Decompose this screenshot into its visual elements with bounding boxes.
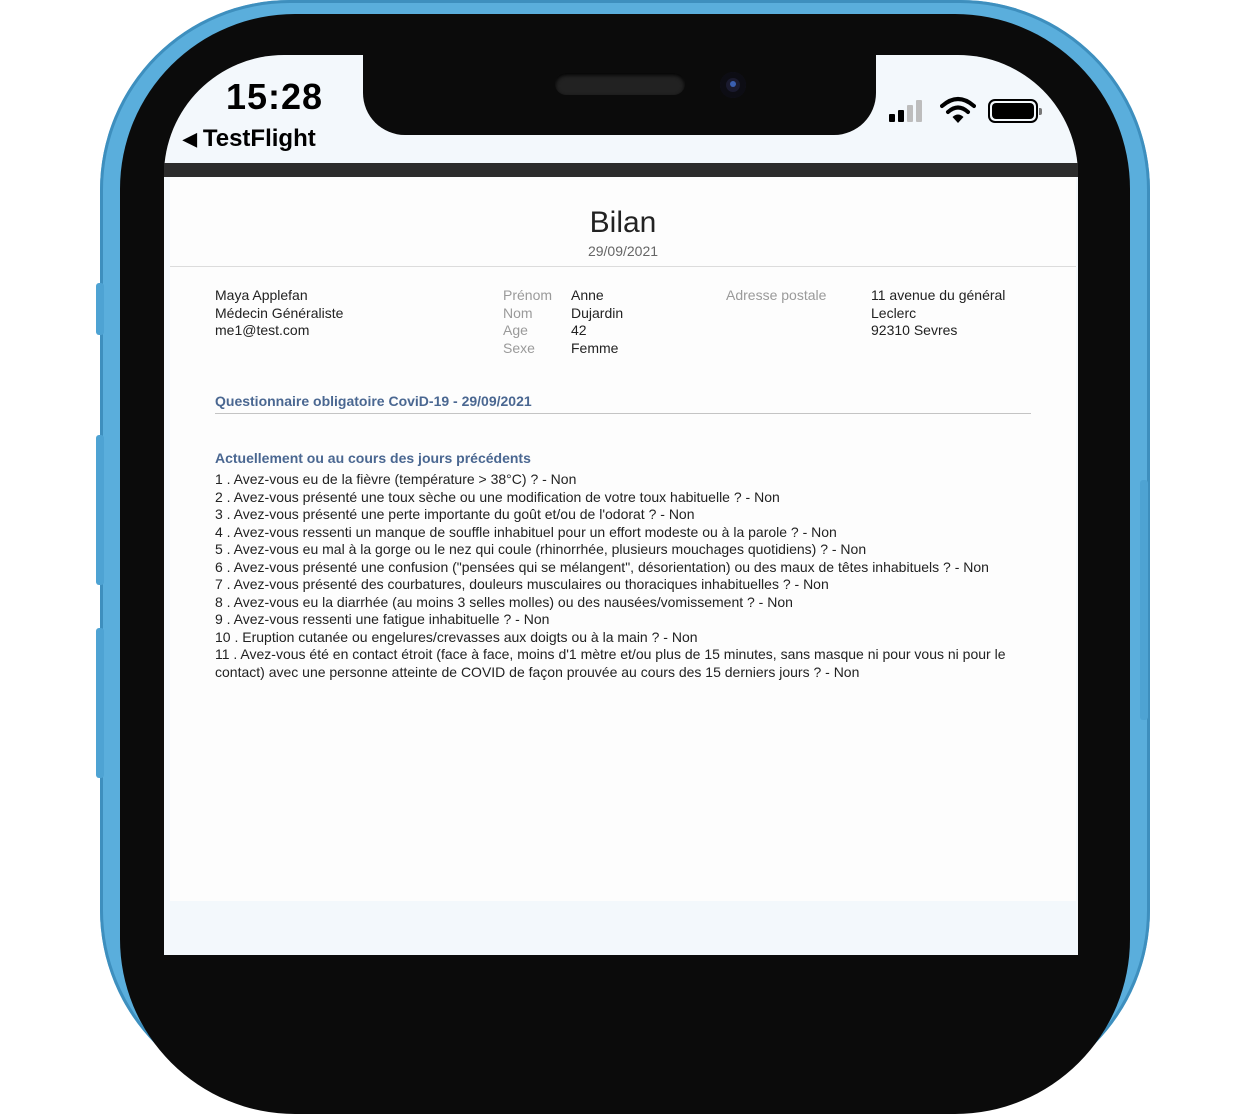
list-item: 11 . Avez-vous été en contact étroit (face à face, moins d'1 mètre et/ou plus de 15 minutes, sans masque ni pour vous ni pour le contact) avec une personne atteinte de COVID de façon prouvée au cours des 15 derniers jours ? - Non — [215, 646, 1006, 680]
notch — [363, 55, 876, 135]
doctor-specialty: Médecin Généraliste — [215, 304, 344, 321]
list-item: 6 . Avez-vous présenté une confusion ("pensées qui se mélangent", désorientation) ou des maux de têtes inhabituels ? - Non — [215, 558, 989, 575]
back-arrow-icon: ◀ — [183, 128, 197, 149]
age-label: Age — [503, 322, 528, 338]
list-item: 10 . Eruption cutanée ou engelures/crevasses aux doigts ou à la main ? - Non — [215, 628, 698, 645]
sex-value: Femme — [571, 339, 619, 356]
section-divider — [215, 413, 1031, 414]
first-name-value: Anne — [571, 287, 604, 303]
volume-down-button — [96, 628, 104, 778]
list-item: 4 . Avez-vous ressenti un manque de souffle inhabituel pour un effort modeste ou à la parole ? - Non — [215, 523, 837, 540]
questionnaire-title: Questionnaire obligatoire CoviD-19 - 29/09/2021 — [215, 393, 532, 409]
header-divider — [170, 266, 1076, 267]
doctor-info — [215, 287, 343, 340]
patient-labels — [503, 287, 552, 357]
battery-icon — [988, 99, 1038, 123]
mute-switch — [96, 283, 104, 335]
last-name-label: Nom — [503, 304, 533, 321]
subsection-title: Actuellement ou au cours des jours précédents — [215, 450, 531, 466]
list-item: 3 . Avez-vous présenté une perte importante du goût et/ou de l'odorat ? - Non — [215, 506, 695, 522]
question-list — [215, 471, 1015, 681]
doctor-email: me1@test.com — [215, 322, 310, 338]
page-title: Bilan — [589, 206, 657, 239]
list-item: 8 . Avez-vous eu la diarrhée (au moins 3 selles molles) ou des nausées/vomissement ? - Non — [215, 593, 793, 610]
volume-up-button — [96, 435, 104, 585]
report-date: 29/09/2021 — [587, 243, 659, 259]
address-line-2: Leclerc — [871, 304, 917, 321]
front-camera — [720, 72, 746, 98]
back-label: TestFlight — [202, 125, 316, 152]
patient-values — [571, 287, 623, 357]
last-name-value: Dujardin — [571, 304, 624, 321]
list-item: 9 . Avez-vous ressenti une fatigue inhabituelle ? - Non — [215, 611, 550, 627]
address-value — [871, 287, 1005, 340]
list-item: 1 . Avez-vous eu de la fièvre (température > 38°C) ? - Non — [215, 471, 577, 487]
list-item: 7 . Avez-vous présenté des courbatures, douleurs musculaires ou thoraciques inhabituelles ? - Non — [215, 576, 829, 592]
wifi-icon — [940, 96, 976, 129]
list-item: 2 . Avez-vous présenté une toux sèche ou une modification de votre toux habituelle ? - Non — [215, 488, 780, 505]
app-toolbar — [164, 163, 1078, 177]
cellular-signal-icon — [889, 100, 922, 122]
doctor-name: Maya Applefan — [215, 287, 308, 303]
earpiece-speaker — [555, 73, 685, 95]
status-time: 15:28 — [226, 76, 324, 117]
address-line-1: 11 avenue du général — [871, 287, 1006, 303]
list-item: 5 . Avez-vous eu mal à la gorge ou le nez qui coule (rhinorrhée, plusieurs mouchages quotidiens) ? - Non — [215, 541, 867, 557]
report-page — [170, 177, 1076, 901]
sex-label: Sexe — [503, 339, 535, 356]
address-line-3: 92310 Sevres — [871, 322, 958, 338]
first-name-label: Prénom — [503, 287, 553, 303]
age-value: 42 — [571, 322, 587, 338]
power-button — [1140, 480, 1148, 720]
back-to-app-button[interactable] — [183, 125, 316, 153]
address-label: Adresse postale — [726, 287, 827, 303]
